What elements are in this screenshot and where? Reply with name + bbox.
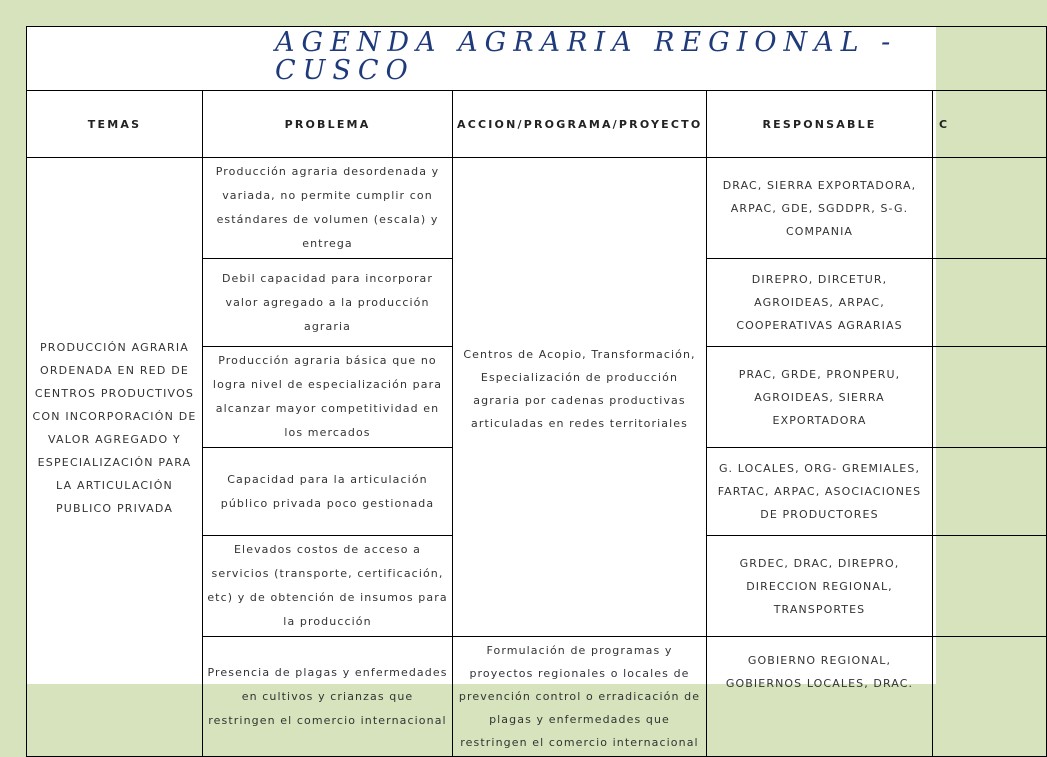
responsable-cell: DRAC, SIERRA EXPORTADORA, ARPAC, GDE, SGDDPR, S-G. COMPANIA [707,158,933,259]
problema-cell: Producción agraria básica que no logra nivel de especialización para alcanzar mayor competitividad en los mercados [203,347,453,448]
tema-cell: PRODUCCIÓN AGRARIA ORDENADA EN RED DE CENTROS PRODUCTIVOS CON INCORPORACIÓN DE VALOR AGREGADO Y ESPECIALIZACIÓN PARA LA ARTICULACIÓN PUBLICO PRIVADA [27,158,203,757]
header-row [27,91,1047,158]
table-row [27,158,1047,259]
header-extra: C [933,91,1047,158]
title-cell [27,27,1047,91]
extra-cell [933,347,1047,448]
header-accion: ACCION/PROGRAMA/PROYECTO [453,91,707,158]
problema-cell: Debil capacidad para incorporar valor agregado a la producción agraria [203,259,453,347]
responsable-cell: GRDEC, DRAC, DIREPRO, DIRECCION REGIONAL, TRANSPORTES [707,536,933,637]
header-responsable: RESPONSABLE [707,91,933,158]
responsable-cell: GOBIERNO REGIONAL, GOBIERNOS LOCALES, DRAC. [707,637,933,757]
extra-cell [933,259,1047,347]
responsable-cell: G. LOCALES, ORG- GREMIALES, FARTAC, ARPAC, ASOCIACIONES DE PRODUCTORES [707,448,933,536]
extra-cell [933,536,1047,637]
page-title: AGENDA AGRARIA REGIONAL - CUSCO [275,26,898,86]
header-temas: TEMAS [27,91,203,158]
problema-cell: Elevados costos de acceso a servicios (transporte, certificación, etc) y de obtención de insumos para la producción [203,536,453,637]
accion-cell: Centros de Acopio, Transformación, Especialización de producción agraria por cadenas productivas articuladas en redes territoriales [453,158,707,637]
title-row [27,27,1047,91]
agenda-table [26,26,1047,757]
extra-cell [933,448,1047,536]
accion-cell: Formulación de programas y proyectos regionales o locales de prevención control o erradicación de plagas y enfermedades que restringen el comercio internacional [453,637,707,757]
extra-cell [933,637,1047,757]
responsable-cell: DIREPRO, DIRCETUR, AGROIDEAS, ARPAC, COOPERATIVAS AGRARIAS [707,259,933,347]
problema-cell: Presencia de plagas y enfermedades en cultivos y crianzas que restringen el comercio internacional [203,637,453,757]
header-problema: PROBLEMA [203,91,453,158]
problema-cell: Producción agraria desordenada y variada, no permite cumplir con estándares de volumen (escala) y entrega [203,158,453,259]
extra-cell [933,158,1047,259]
problema-cell: Capacidad para la articulación público privada poco gestionada [203,448,453,536]
responsable-cell: PRAC, GRDE, PRONPERU, AGROIDEAS, SIERRA EXPORTADORA [707,347,933,448]
slide [26,26,950,749]
